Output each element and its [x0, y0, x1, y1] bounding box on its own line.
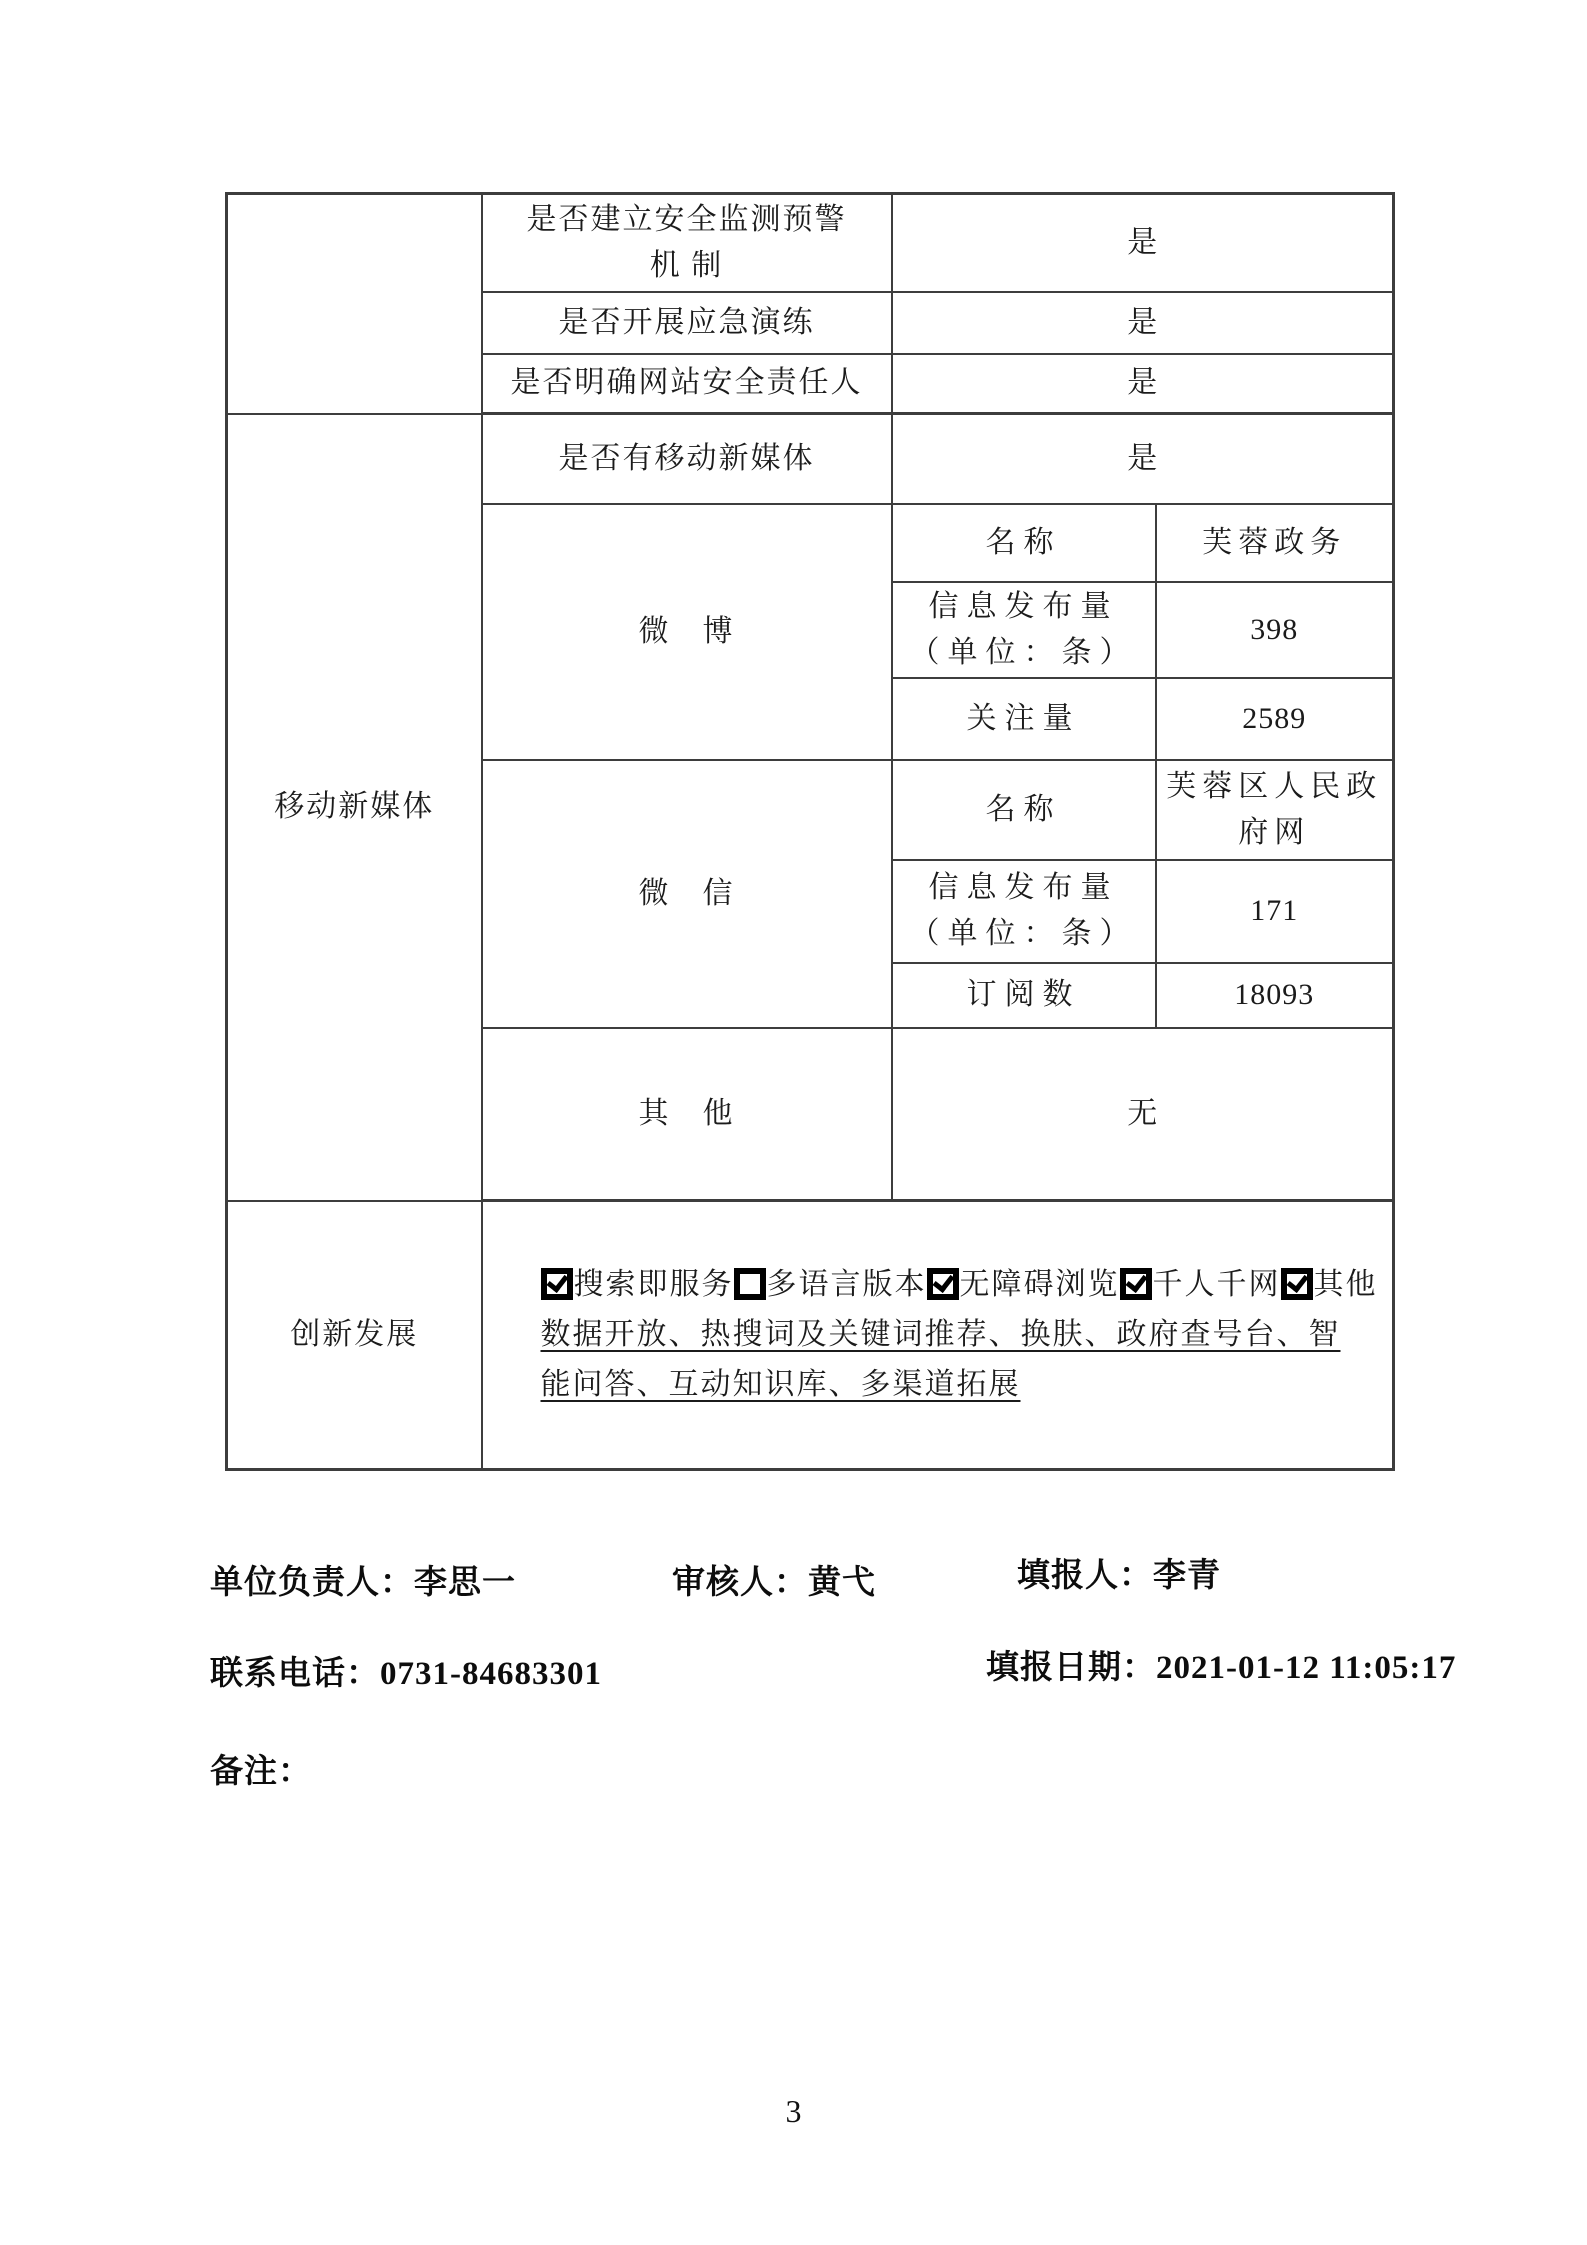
innovation-option-label: 千人千网	[1152, 1268, 1281, 1301]
filler-name: 李青	[1153, 1558, 1221, 1594]
has-mobile-media-label: 是否有移动新媒体	[482, 414, 892, 504]
has-mobile-media-value: 是	[892, 414, 1394, 504]
label-line2: （单位：条）	[909, 635, 1138, 669]
row-security-monitoring	[227, 194, 1394, 292]
accessibility-browsing-checkbox-icon	[927, 1268, 959, 1300]
date-label: 填报日期：	[986, 1650, 1156, 1686]
label-line2: （单位：条）	[909, 917, 1138, 950]
unit-head-label: 单位负责人：	[210, 1565, 414, 1601]
other-option-checkbox-icon	[1281, 1268, 1313, 1300]
other-media-label: 其 他	[482, 1028, 892, 1201]
personalized-portal-checkbox-icon	[1120, 1268, 1152, 1300]
search-as-service-checkbox-icon	[541, 1268, 573, 1300]
phone-label: 联系电话：	[210, 1656, 380, 1692]
reviewer-field	[672, 1556, 876, 1603]
wechat-name-label: 名称	[892, 760, 1156, 860]
annual-report-table	[225, 192, 1395, 1471]
contact-phone-field	[210, 1647, 602, 1694]
innovation-options-line	[541, 1260, 1385, 1310]
security-officer-value: 是	[892, 354, 1394, 414]
innovation-option-label: 多语言版本	[766, 1268, 927, 1301]
unit-head-name: 李思一	[414, 1565, 516, 1601]
innovation-option-label: 其他	[1313, 1268, 1378, 1301]
wechat-subscribers-value: 18093	[1156, 963, 1394, 1028]
date-value: 2021-01-12 11:05:17	[1156, 1650, 1457, 1686]
label-line1: 是否建立安全监测预警	[526, 202, 847, 236]
label-line1: 信息发布量	[928, 589, 1119, 623]
unit-head-field	[210, 1556, 516, 1603]
other-media-value: 无	[892, 1028, 1394, 1201]
report-date-field	[986, 1641, 1456, 1688]
weibo-followers-label: 关注量	[892, 678, 1156, 760]
weibo-posts-value: 398	[1156, 582, 1394, 678]
wechat-posts-label	[892, 860, 1156, 963]
row-innovation	[227, 1201, 1394, 1470]
row-has-mobile-media	[227, 414, 1394, 504]
security-officer-label: 是否明确网站安全责任人	[482, 354, 892, 414]
innovation-option-label: 无障碍浏览	[959, 1268, 1120, 1301]
weibo-name-value: 芙蓉政务	[1156, 504, 1394, 582]
mobile-media-section-label: 移动新媒体	[227, 414, 482, 1201]
multilingual-checkbox-icon	[734, 1268, 766, 1300]
page-number: 3	[785, 2093, 802, 2129]
reviewer-name: 黄弋	[808, 1565, 876, 1601]
section-cell-empty	[227, 194, 482, 414]
filler-field	[1017, 1549, 1221, 1596]
remark-field	[210, 1745, 312, 1792]
innovation-section-label: 创新发展	[227, 1201, 482, 1470]
phone-number: 0731-84683301	[380, 1656, 602, 1692]
emergency-drill-value: 是	[892, 292, 1394, 354]
weibo-followers-value: 2589	[1156, 678, 1394, 760]
label-line2: 机 制	[649, 248, 724, 282]
security-monitoring-label	[482, 194, 892, 292]
wechat-subscribers-label: 订阅数	[892, 963, 1156, 1028]
reviewer-label: 审核人：	[672, 1565, 808, 1601]
wechat-posts-value: 171	[1156, 860, 1394, 963]
weibo-group-label: 微 博	[482, 504, 892, 760]
emergency-drill-label: 是否开展应急演练	[482, 292, 892, 354]
innovation-other-detail: 数据开放、热搜词及关键词推荐、换肤、政府查号台、智能问答、互动知识库、多渠道拓展	[540, 1318, 1341, 1401]
innovation-option-label: 搜索即服务	[573, 1268, 734, 1301]
filler-label: 填报人：	[1017, 1558, 1153, 1594]
wechat-group-label: 微 信	[482, 760, 892, 1028]
label-line1: 信息发布量	[928, 871, 1119, 904]
innovation-content-cell	[482, 1201, 1394, 1470]
wechat-name-value: 芙蓉区人民政府网	[1156, 760, 1394, 860]
security-monitoring-value: 是	[892, 194, 1394, 292]
weibo-posts-label	[892, 582, 1156, 678]
weibo-name-label: 名称	[892, 504, 1156, 582]
remark-label: 备注：	[210, 1754, 312, 1790]
